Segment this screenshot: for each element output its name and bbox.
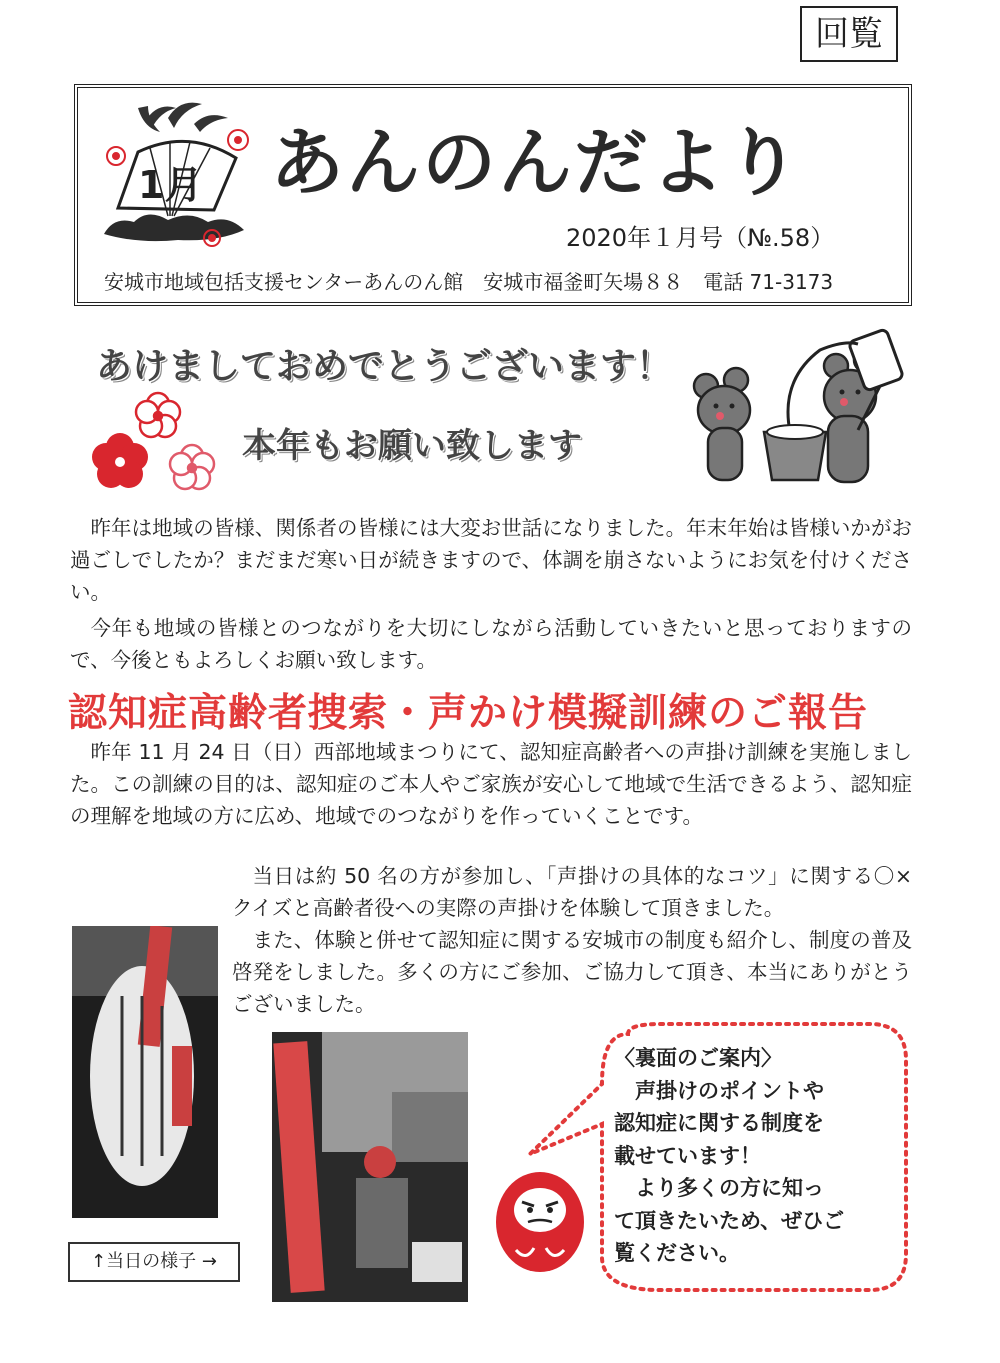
- back-page-notice: [614, 1042, 894, 1270]
- report-paragraph-3: また、体験と併せて認知症に関する安城市の制度も紹介し、制度の普及啓発をしました。多くの方にご参加、ご協力して頂き、本当にありがとうございました。: [232, 928, 912, 1016]
- bubble-line: て頂きたいため、ぜひご: [614, 1208, 845, 1233]
- new-year-wish: 本年もお願い致します: [242, 426, 582, 466]
- mice-mochi-illustration: [680, 320, 920, 500]
- new-year-greeting: あけましておめでとうございます！: [96, 346, 673, 387]
- bubble-line: 〈裏面のご案内〉: [614, 1046, 782, 1070]
- bubble-line: 載せています！: [614, 1143, 761, 1168]
- report-heading: 認知症高齢者捜索・声かけ模擬訓練のご報告: [68, 691, 869, 736]
- intro-paragraph-2: 今年も地域の皆様とのつながりを大切にしながら活動していきたいと思っておりますので、今後ともよろしくお願い致します。: [70, 616, 912, 672]
- bubble-line: 声掛けのポイントや: [614, 1078, 824, 1103]
- intro-paragraph-1: 昨年は地域の皆様、関係者の皆様には大変お世話になりました。年末年始は皆様いかがお過ごしでしたか？まだまだ寒い日が続きますので、体調を崩さないようにお気を付けください。: [70, 516, 912, 604]
- bubble-line: 覧ください。: [614, 1241, 740, 1265]
- event-photo-2: [272, 1032, 468, 1302]
- new-year-fan-emblem: [98, 98, 258, 248]
- center-address: 安城市地域包括支援センターあんのん館 安城市福釜町矢場８８ 電話 71-3173: [104, 270, 834, 294]
- circulation-stamp: 回覧: [800, 6, 898, 62]
- report-paragraph-1: 昨年 11 月 24 日（日）西部地域まつりにて、認知症高齢者への声掛け訓練を実施しました。この訓練の目的は、認知症のご本人やご家族が安心して地域で生活できるよう、認知症の理解を地域の方に広め、地域でのつながりを作っていくことです。: [70, 740, 912, 828]
- event-photo-1: [72, 926, 218, 1218]
- plum-blossoms-illustration: [80, 388, 230, 508]
- bubble-line: 認知症に関する制度を: [614, 1111, 824, 1135]
- bamboo-leaves-icon: [138, 103, 228, 132]
- issue-number: 2020年１月号（№.58）: [566, 224, 835, 252]
- month-badge: 1月: [138, 163, 203, 207]
- report-paragraph-2: 当日は約 50 名の方が参加し、「声掛けの具体的なコツ」に関する〇×クイズと高齢者役への実際の声掛けを体験して頂きました。: [232, 864, 912, 920]
- plum-flower-icon: [92, 393, 214, 489]
- bubble-line: より多くの方に知っ: [614, 1176, 824, 1200]
- daruma-icon: [492, 1158, 588, 1276]
- photo-caption: ↑当日の様子 →: [68, 1242, 240, 1282]
- newsletter-title: あんのんだより: [270, 120, 802, 206]
